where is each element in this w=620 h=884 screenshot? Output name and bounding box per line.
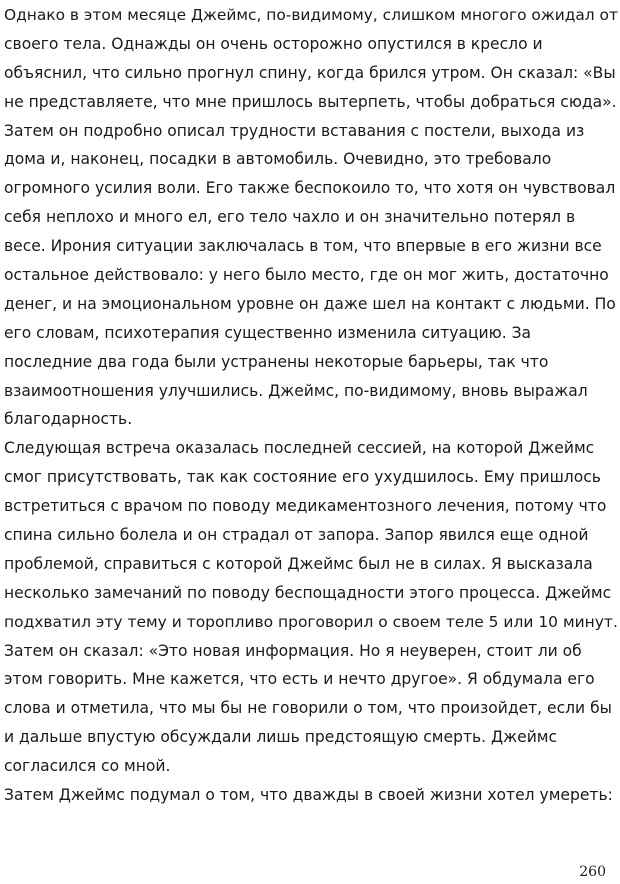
text-line: объяснил, что сильно прогнул спину, когда брился утром. Он сказал: «Вы (4, 63, 616, 82)
body-text (4, 1, 620, 810)
text-line: Затем он подробно описал трудности вставания с постели, выхода из (4, 121, 585, 140)
text-line: не представляете, что мне пришлось вытерпеть, чтобы добраться сюда». (4, 92, 617, 111)
text-line: Затем он сказал: «Это новая информация. Но я неуверен, стоит ли об (4, 641, 582, 660)
page-number: 260 (579, 864, 606, 880)
text-line: последние два года были устранены некоторые барьеры, так что (4, 352, 549, 371)
text-line: Однако в этом месяце Джеймс, по-видимому, слишком многого ожидал от (4, 6, 618, 24)
text-line: весе. Ирония ситуации заключалась в том, что впервые в его жизни все (4, 237, 602, 256)
text-line: этом говорить. Мне кажется, что есть и нечто другое». Я обдумала его (4, 670, 595, 689)
text-line: Следующая встреча оказалась последней сессией, на которой Джеймс (4, 439, 595, 458)
text-line: его словам, психотерапия существенно изменила ситуацию. За (4, 323, 532, 342)
text-line: остальное действовало: у него было место, где он мог жить, достаточно (4, 266, 609, 285)
text-line: Затем Джеймс подумал о том, что дважды в своей жизни хотел умереть: (4, 786, 613, 805)
text-line: денег, и на эмоциональном уровне он даже шел на контакт с людьми. По (4, 294, 616, 313)
text-line: спина сильно болела и он страдал от запора. Запор явился еще одной (4, 526, 589, 545)
text-line: подхватил эту тему и торопливо проговорил о своем теле 5 или 10 минут. (4, 612, 618, 631)
text-line: дома и, наконец, посадки в автомобиль. Очевидно, это требовало (4, 150, 552, 169)
text-line: себя неплохо и много ел, его тело чахло и он значительно потерял в (4, 208, 576, 227)
text-line: и дальше впустую обсуждали лишь предстоящую смерть. Джеймс (4, 728, 558, 747)
text-line: согласился со мной. (4, 757, 171, 776)
text-line: своего тела. Однажды он очень осторожно опустился в кресло и (4, 34, 543, 53)
text-line: благодарность. (4, 410, 133, 429)
text-line: несколько замечаний по поводу беспощадности этого процесса. Джеймс (4, 583, 612, 602)
text-line: смог присутствовать, так как состояние его ухудшилось. Ему пришлось (4, 468, 601, 487)
text-line: огромного усилия воли. Его также беспокоило то, что хотя он чувствовал (4, 179, 616, 198)
text-line: встретиться с врачом по поводу медикаментозного лечения, потому что (4, 497, 607, 516)
text-line: взаимоотношения улучшились. Джеймс, по-видимому, вновь выражал (4, 381, 588, 400)
text-line: слова и отметила, что мы бы не говорили о том, что произойдет, если бы (4, 699, 612, 718)
text-line: проблемой, справиться с которой Джеймс был не в силах. Я высказала (4, 554, 593, 573)
